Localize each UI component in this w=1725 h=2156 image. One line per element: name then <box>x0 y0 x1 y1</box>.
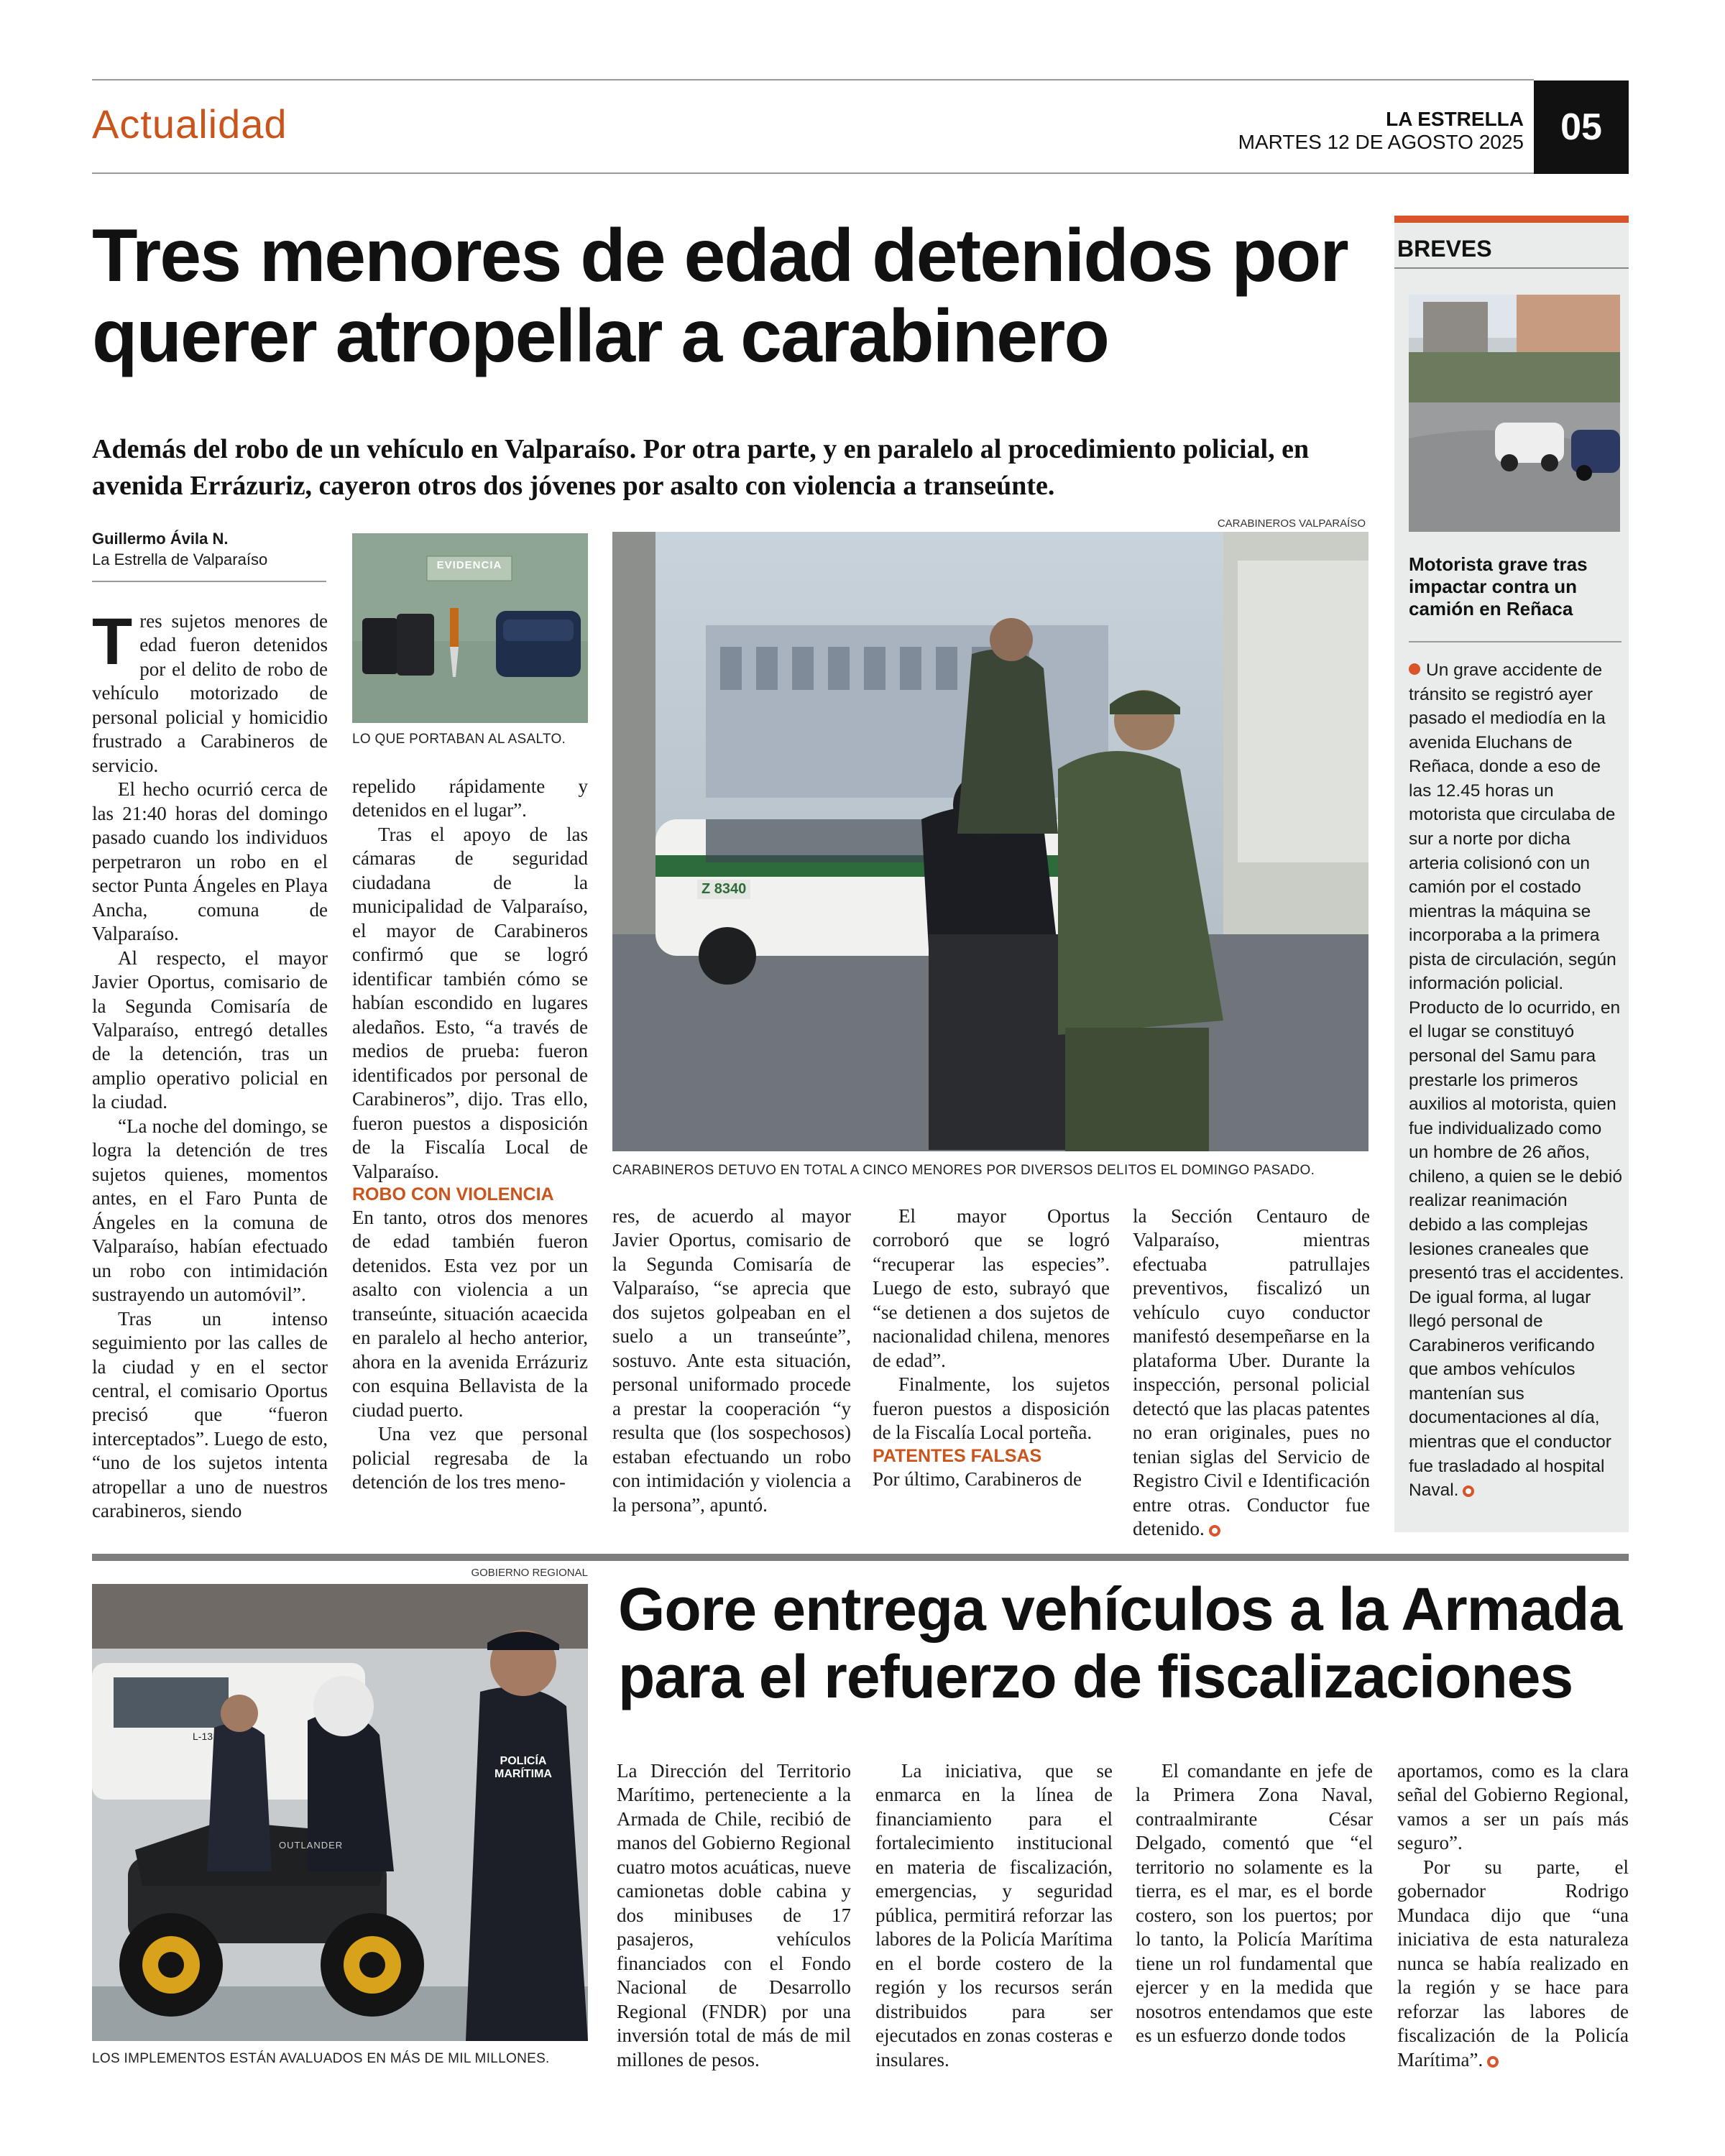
article-column-3 <box>612 1204 851 1517</box>
byline <box>92 529 267 570</box>
col2-paragraph-2: Tras el apoyo de las cámaras de seguridad ciudadana de la municipalidad de Valparaíso, el mayor de Carabineros confirmó que se logró identificar también cómo se habían escondido en lugares aledaños. Esto, “a través de medios de prueba: fueron identificados por personal de Carabineros”, dijo. Tras ello, fueron puestos a disposición de la Fiscalía Local de Valparaíso. <box>352 823 588 1182</box>
main-headline: Tres menores de edad detenidos por querer atropellar a carabinero <box>92 214 1348 379</box>
second-photo-caption: LOS IMPLEMENTOS ESTÁN AVALUADOS EN MÁS DE MIL MILLONES. <box>92 2051 550 2066</box>
evidence-photo <box>352 533 588 723</box>
col1-paragraph-1: res sujetos menores de edad fueron detenidos por el delito de robo de vehículo motorizado de personal policial y homicidio frustrado a Carabineros de servicio. <box>92 610 328 776</box>
author-outlet: La Estrella de Valparaíso <box>92 550 268 568</box>
breves-end-mark-icon <box>1463 1485 1474 1497</box>
main-photo-credit: CARABINEROS VALPARAÍSO <box>1217 517 1366 530</box>
col1-paragraph-4: “La noche del domingo, se logra la detención de tres sujetos quienes, momentos antes, en el Faro Punta de Ángeles en la comuna de Valparaíso, habían efectuado un robo con intimidación sustrayendo un automóvil”. <box>92 1115 328 1306</box>
top-rule <box>92 79 1534 80</box>
second-col2-text: La iniciativa, que se enmarca en la línea de financiamiento para el fortalecimiento institucional en materia de fiscalización, emergencias, y seguridad pública, permitirá reforzar las labores de la Policía Marítima en el borde costero de la región y los recursos serán distribuidos para ser ejecutados en zonas costeras e insulares. <box>875 1760 1113 2070</box>
second-col4-paragraph-1: aportamos, como es la clara señal del Gobierno Regional, vamos a ser un país más seguro”. <box>1397 1760 1629 1854</box>
second-photo-art <box>92 1584 588 2041</box>
second-end-mark-icon <box>1487 2056 1499 2068</box>
col1-paragraph-3: Al respecto, el mayor Javier Oportus, comisario de la Segunda Comisaría de Valparaíso, entregó detalles de la detención, tras un amplio operativo policial en la ciudad. <box>92 946 328 1113</box>
end-mark-icon <box>1209 1525 1220 1537</box>
main-photo-art <box>612 532 1368 1151</box>
col4-paragraph-3: Por último, Carabineros de <box>873 1468 1082 1490</box>
article-column-2 <box>352 775 588 1495</box>
breves-accent-bar <box>1394 216 1629 223</box>
col5-paragraph-1: la Sección Centauro de Valparaíso, mientras efectuaba patrullajes preventivos, fiscalizó un vehículo cuyo conductor manifestó desempeñarse en la plataforma Uber. Durante la inspección, personal policial detectó que las placas patentes no eran originales, pues no tenian siglas del Servicio de Registro Civil e Identificación entre otras. Conductor fue detenido. <box>1133 1205 1370 1540</box>
breves-body <box>1409 658 1624 1503</box>
second-column-2 <box>875 1759 1113 2072</box>
header-bottom-rule <box>92 172 1534 174</box>
breves-headline-rule <box>1409 641 1622 642</box>
article-column-1 <box>92 605 328 1524</box>
breves-body-text: Un grave accidente de tránsito se registró ayer pasado el mediodía en la avenida Eluchans de Reñaca, donde a eso de las 12.45 horas un motorista que circulaba de sur a norte por dicha arteria colisionó con un camión por el costado mientras la máquina se incorporaba a la primera pista de circulación, según información policial. Producto de lo ocurrido, en el lugar se constituyó personal del Samu para prestarle los primeros auxilios al motorista, quien fue individualizado como un hombre de 26 años, chileno, a quien se le debió realizar reanimación debido a las complejas lesiones craneales que presentó tras el accidentes. De igual forma, al lugar llegó personal de Carabineros verificando que ambos vehículos mantenían sus documentaciones al día, mientras que el conductor fue trasladado al hospital Naval. <box>1409 660 1624 1501</box>
second-column-3 <box>1136 1759 1373 2048</box>
col3-paragraph-1: res, de acuerdo al mayor Javier Oportus, comisario de la Segunda Comisaría de Valparaíso, “se aprecia que dos sujetos golpeaban en el suelo a un transeúnte”, sostuvo. Ante esta situación, personal uniformado procede a prestar la cooperación “y resulta que (los sospechosos) estaban efectuando un robo con intimidación y violencia a la persona”, apuntó. <box>612 1205 851 1516</box>
main-photo-caption: CARABINEROS DETUVO EN TOTAL A CINCO MENORES POR DIVERSOS DELITOS EL DOMINGO PASADO. <box>612 1163 1315 1178</box>
col2-paragraph-4: Una vez que personal policial regresaba de la detención de los tres meno- <box>352 1423 588 1493</box>
col4-paragraph-1: El mayor Oportus corroboró que se logró “recuperar las especies”. Luego de esto, subrayó que “se detienen a dos sujetos de nacionalidad chilena, menores de edad”. <box>873 1205 1110 1371</box>
issue-date: MARTES 12 DE AGOSTO 2025 <box>1238 131 1524 153</box>
truck-code: L-13 <box>193 1731 213 1742</box>
second-column-4 <box>1397 1759 1629 2072</box>
quad-brand: OUTLANDER <box>279 1840 344 1851</box>
breves-title: BREVES <box>1397 236 1492 262</box>
second-photo <box>92 1584 588 2041</box>
second-col4-paragraph-2: Por su parte, el gobernador Rodrigo Mundaca dijo que “una iniciativa de esta naturaleza nunca se había realizado en la región y se hace para reforzar las labores de fiscalización de la Policía Marítima”. <box>1397 1856 1629 2070</box>
col4-paragraph-2: Finalmente, los sujetos fueron puestos a disposición de la Fiscalía Local porteña. <box>873 1373 1110 1444</box>
second-col3-text: El comandante en jefe de la Primera Zona Naval, contraalmirante César Delgado, comentó que “el territorio no solamente es la tierra, es el mar, es el borde costero, son los puertos; por lo tanto, la Policía Marítima tiene un rol fundamental que ejercer y en la medida que nosotros entendamos que este es un esfuerzo donde todos <box>1136 1760 1373 2047</box>
main-lede: Además del robo de un vehículo en Valparaíso. Por otra parte, y en paralelo al procedimiento policial, en avenida Errázuriz, cayeron otros dos jóvenes por asalto con violencia a transeúnte. <box>92 434 1310 501</box>
car-plate-text: Z 8340 <box>697 880 750 899</box>
vest-label <box>494 1755 552 1780</box>
vest-text-line-2: MARÍTIMA <box>494 1767 552 1780</box>
page-number: 05 <box>1534 80 1629 174</box>
breves-title-rule <box>1394 267 1629 269</box>
masthead <box>1238 109 1524 152</box>
breves-photo-art <box>1409 295 1620 532</box>
col4-subhead: PATENTES FALSAS <box>873 1445 1042 1466</box>
evidence-caption: LO QUE PORTABAN AL ASALTO. <box>352 732 566 747</box>
drop-cap: T <box>92 605 133 678</box>
vest-text-line-1: POLICÍA <box>500 1755 547 1767</box>
section-label: Actualidad <box>92 101 288 147</box>
breves-headline: Motorista grave tras impactar contra un camión en Reñaca <box>1409 553 1588 620</box>
article-column-4 <box>873 1204 1110 1491</box>
col1-paragraph-5: Tras un intenso seguimiento por las calles de la ciudad y en el sector central, el comisario Oportus precisó que “fueron interceptados”. Luego de esto, “uno de los sujetos intenta atropellar a uno de nuestros carabineros, siendo <box>92 1307 328 1522</box>
col2-subhead: ROBO CON VIOLENCIA <box>352 1184 554 1204</box>
second-photo-credit: GOBIERNO REGIONAL <box>471 1567 588 1579</box>
article-column-5 <box>1133 1204 1370 1542</box>
breves-photo <box>1409 295 1620 532</box>
second-headline: Gore entrega vehículos a la Armada para el refuerzo de fiscalizaciones <box>618 1575 1622 1711</box>
article-divider <box>92 1554 1629 1561</box>
main-photo <box>612 532 1368 1151</box>
evidence-label: EVIDENCIA <box>436 559 502 571</box>
byline-rule <box>92 581 326 582</box>
second-column-1 <box>617 1759 851 2072</box>
bullet-dot-icon <box>1409 663 1420 675</box>
col2-paragraph-3: En tanto, otros dos menores de edad también fueron detenidos. Esta vez por un asalto con violencia a un transeúnte, situación acaecida en paralelo al hecho anterior, ahora en la avenida Errázuriz con esquina Bellavista de la ciudad puerto. <box>352 1206 588 1421</box>
paper-name: LA ESTRELLA <box>1386 108 1524 130</box>
author-name: Guillermo Ávila N. <box>92 530 229 548</box>
second-col1-text: La Dirección del Territorio Marítimo, perteneciente a la Armada de Chile, recibió de manos del Gobierno Regional cuatro motos acuáticas, nueve camionetas doble cabina y dos minibuses de 17 pasajeros, vehículos financiados con el Fondo Nacional de Desarrollo Regional (FNDR) por una inversión total de más de mil millones de pesos. <box>617 1760 851 2070</box>
col1-paragraph-2: El hecho ocurrió cerca de las 21:40 horas del domingo pasado cuando los individuos perpetraron un robo en el sector Punta Ángeles en Playa Ancha, comuna de Valparaíso. <box>92 778 328 945</box>
col2-paragraph-1: repelido rápidamente y detenidos en el lugar”. <box>352 775 588 821</box>
